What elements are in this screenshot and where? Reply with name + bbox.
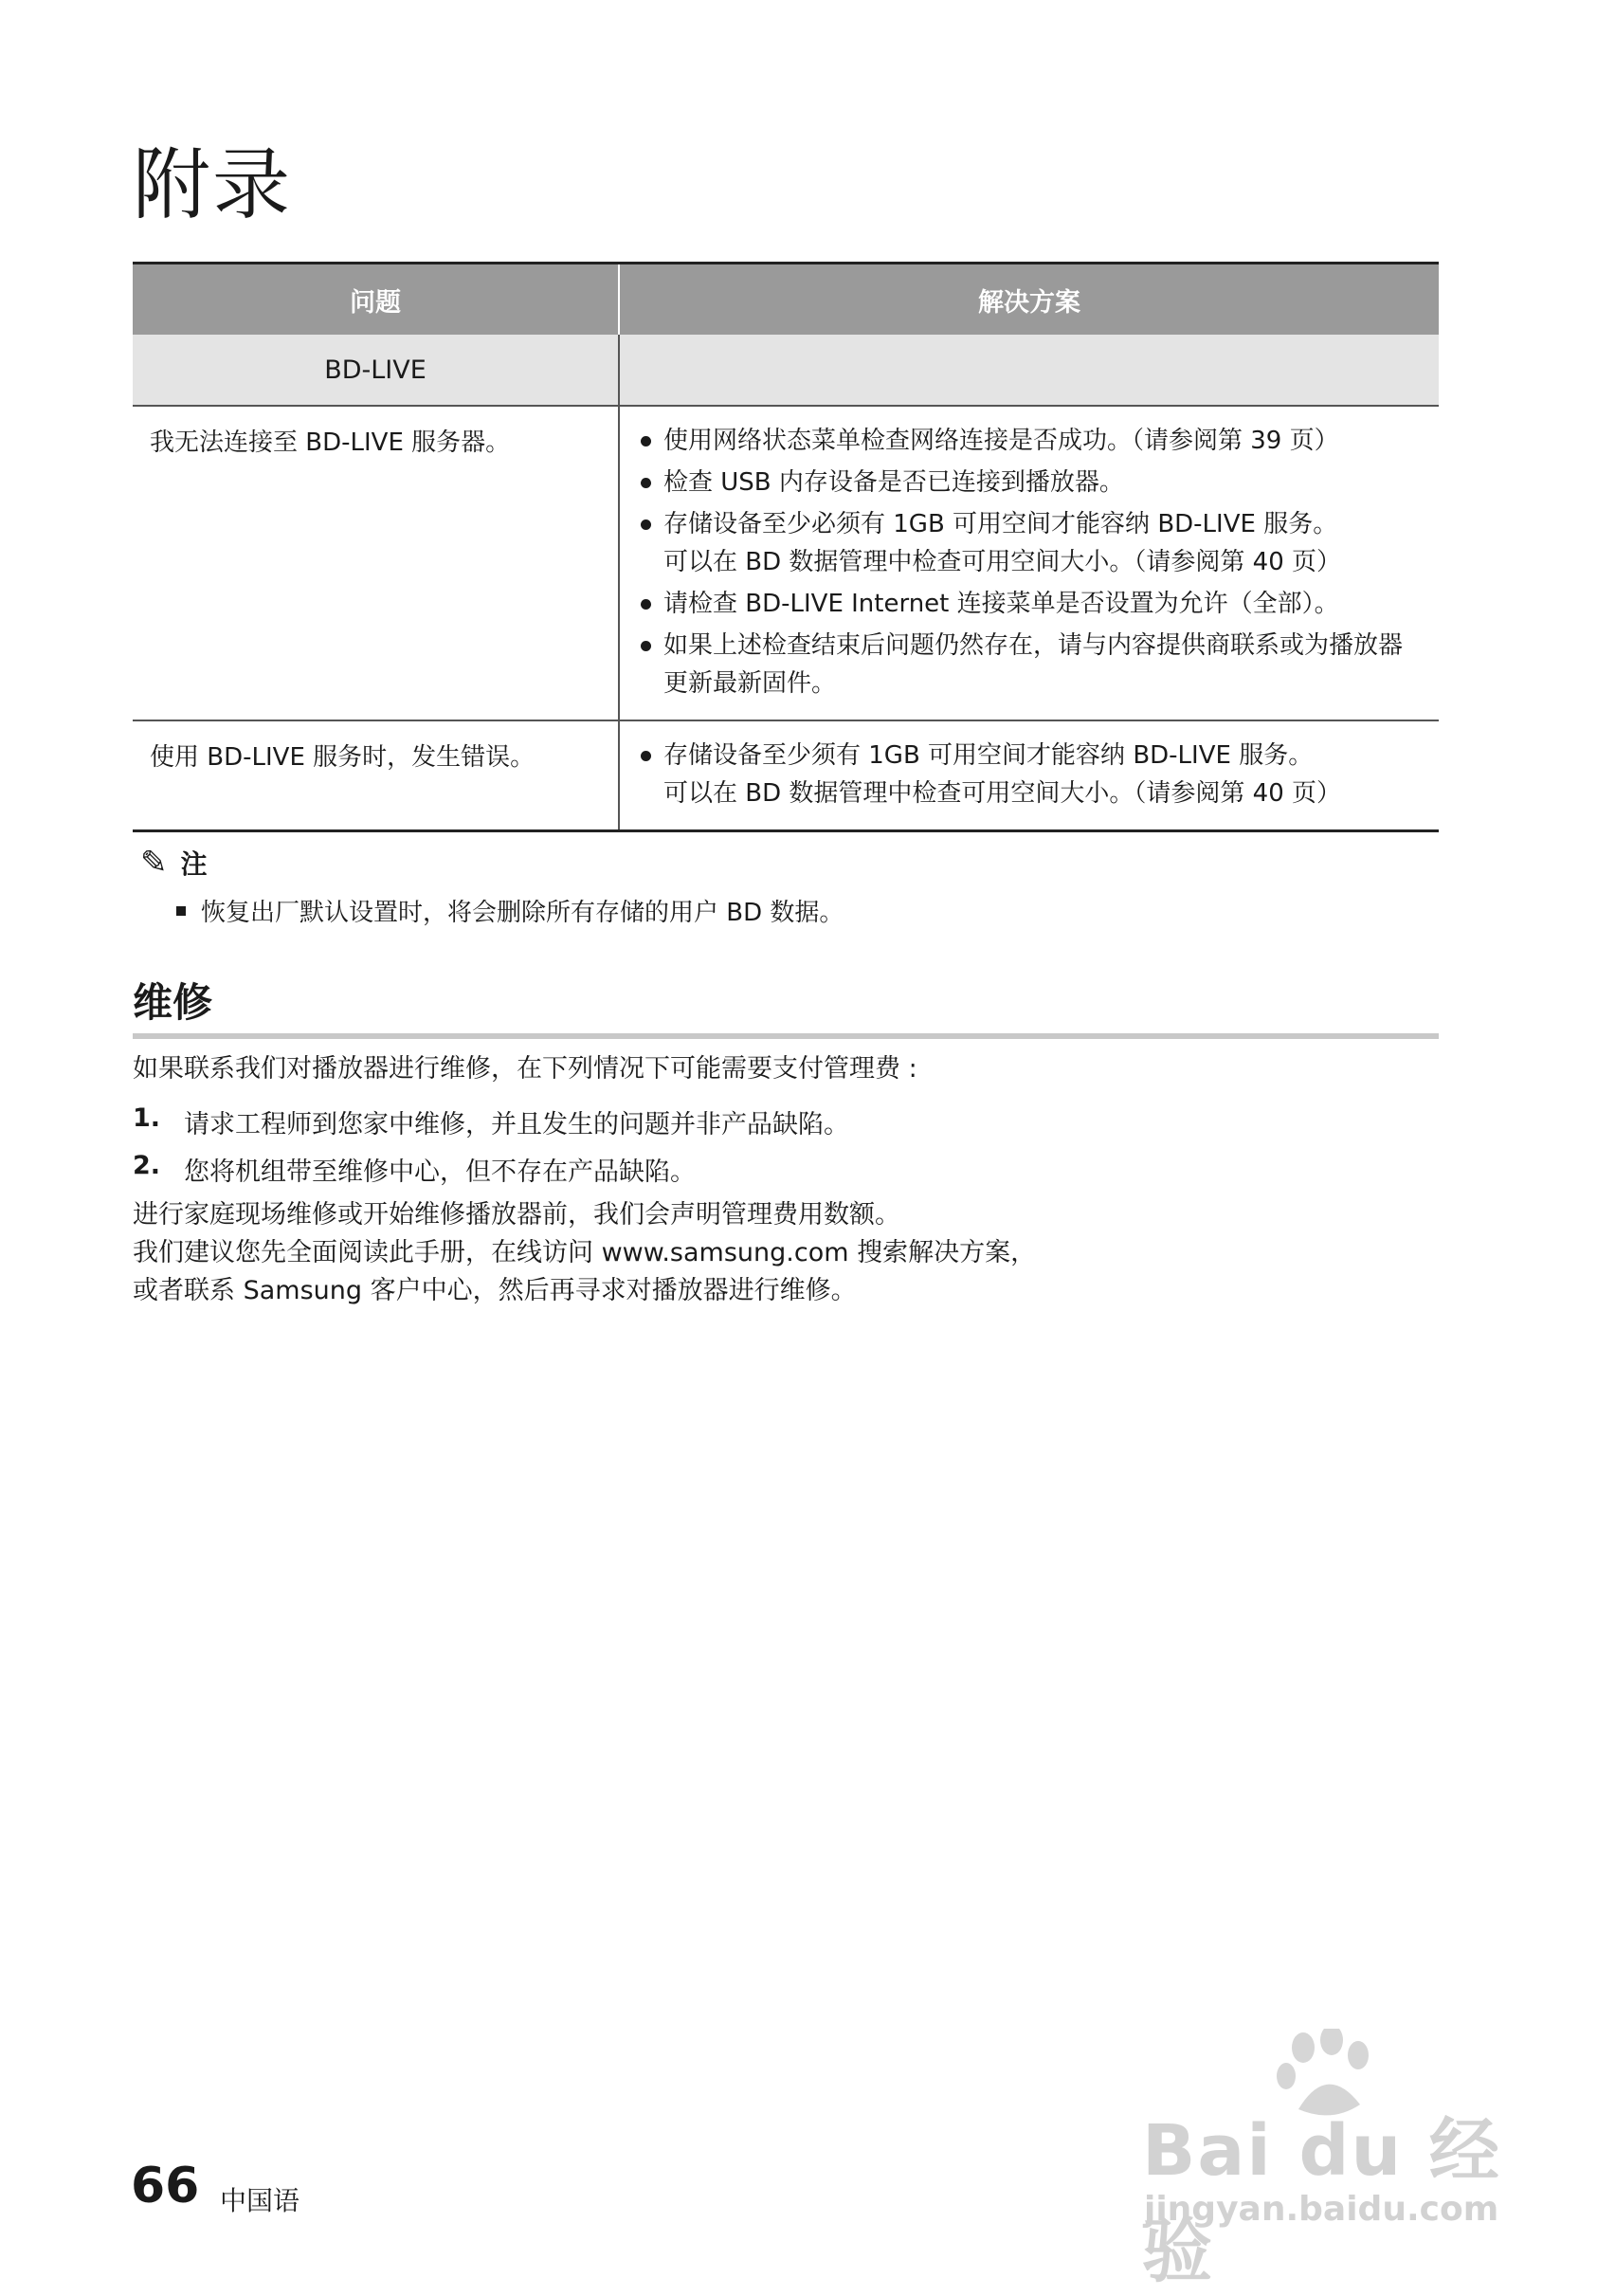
closing-line: 或者联系 Samsung 客户中心，然后再寻求对播放器进行维修。 xyxy=(133,1276,857,1305)
bullet-icon xyxy=(641,436,651,446)
solution-list xyxy=(620,721,1439,829)
problem-cell xyxy=(133,720,619,831)
bullet-icon xyxy=(641,478,651,488)
watermark-url: jingyan.baidu.com xyxy=(1144,2190,1499,2229)
category-blank xyxy=(619,335,1439,406)
watermark xyxy=(1133,2029,1521,2292)
problem-text: 使用 BD-LIVE 服务时，发生错误。 xyxy=(150,743,535,772)
numbered-item xyxy=(133,1151,696,1188)
section-divider xyxy=(133,1033,1439,1039)
pencil-icon: ✎ xyxy=(140,844,168,882)
table-header-row xyxy=(133,264,1439,336)
bullet-icon xyxy=(641,519,651,530)
category-label: BD-LIVE xyxy=(133,335,619,406)
troubleshooting-table xyxy=(133,262,1439,832)
closing-line: 进行家庭现场维修或开始维修播放器前，我们会声明管理费用数额。 xyxy=(133,1200,900,1230)
bullet-icon xyxy=(641,751,651,761)
solution-cell xyxy=(619,406,1439,720)
numbered-item xyxy=(133,1103,849,1140)
note-item xyxy=(176,893,844,928)
solution-cell xyxy=(619,720,1439,831)
problem-text: 我无法连接至 BD-LIVE 服务器。 xyxy=(150,428,511,457)
bullet-icon xyxy=(641,641,651,651)
section-title-repair: 维修 xyxy=(133,979,213,1026)
note-text: 恢复出厂默认设置时，将会删除所有存储的用户 BD 数据。 xyxy=(201,899,844,927)
note-title: 注 xyxy=(180,848,208,880)
square-bullet-icon xyxy=(176,906,186,916)
solution-item: 存储设备至少必须有 1GB 可用空间才能容纳 BD-LIVE 服务。 可以在 BD 数据管理中检查可用空间大小。（请参阅第 40 页） xyxy=(639,505,1420,581)
table-row xyxy=(133,406,1439,720)
item-number: 2. xyxy=(133,1151,161,1180)
header-problem: 问题 xyxy=(133,264,619,336)
repair-intro: 如果联系我们对播放器进行维修，在下列情况下可能需要支付管理费 : xyxy=(133,1054,917,1084)
page-number: 66 xyxy=(131,2158,200,2214)
page-language: 中国语 xyxy=(220,2185,300,2216)
category-row xyxy=(133,335,1439,406)
repair-closing xyxy=(133,1196,1036,1310)
problem-cell xyxy=(133,406,619,720)
bullet-icon xyxy=(641,599,651,610)
solution-item: 存储设备至少须有 1GB 可用空间才能容纳 BD-LIVE 服务。 可以在 BD 数据管理中检查可用空间大小。（请参阅第 40 页） xyxy=(639,737,1420,812)
watermark-brand: Bai du 经验 xyxy=(1142,2110,1501,2292)
note-header xyxy=(140,844,208,882)
closing-line: 我们建议您先全面阅读此手册，在线访问 www.samsung.com 搜索解决方案， xyxy=(133,1238,1037,1267)
solution-item: 使用网络状态菜单检查网络连接是否成功。（请参阅第 39 页） xyxy=(639,422,1420,460)
item-number: 1. xyxy=(133,1103,161,1133)
solution-list xyxy=(620,407,1439,720)
solution-item: 请检查 BD-LIVE Internet 连接菜单是否设置为允许（全部）。 xyxy=(639,585,1420,623)
item-text: 请求工程师到您家中维修，并且发生的问题并非产品缺陷。 xyxy=(184,1110,849,1139)
header-solution: 解决方案 xyxy=(619,264,1439,336)
table-row xyxy=(133,720,1439,831)
item-text: 您将机组带至维修中心，但不存在产品缺陷。 xyxy=(184,1157,696,1187)
solution-item: 如果上述检查结束后问题仍然存在，请与内容提供商联系或为播放器更新最新固件。 xyxy=(639,627,1420,702)
solution-item: 检查 USB 内存设备是否已连接到播放器。 xyxy=(639,464,1420,501)
page-title: 附录 xyxy=(133,140,293,230)
